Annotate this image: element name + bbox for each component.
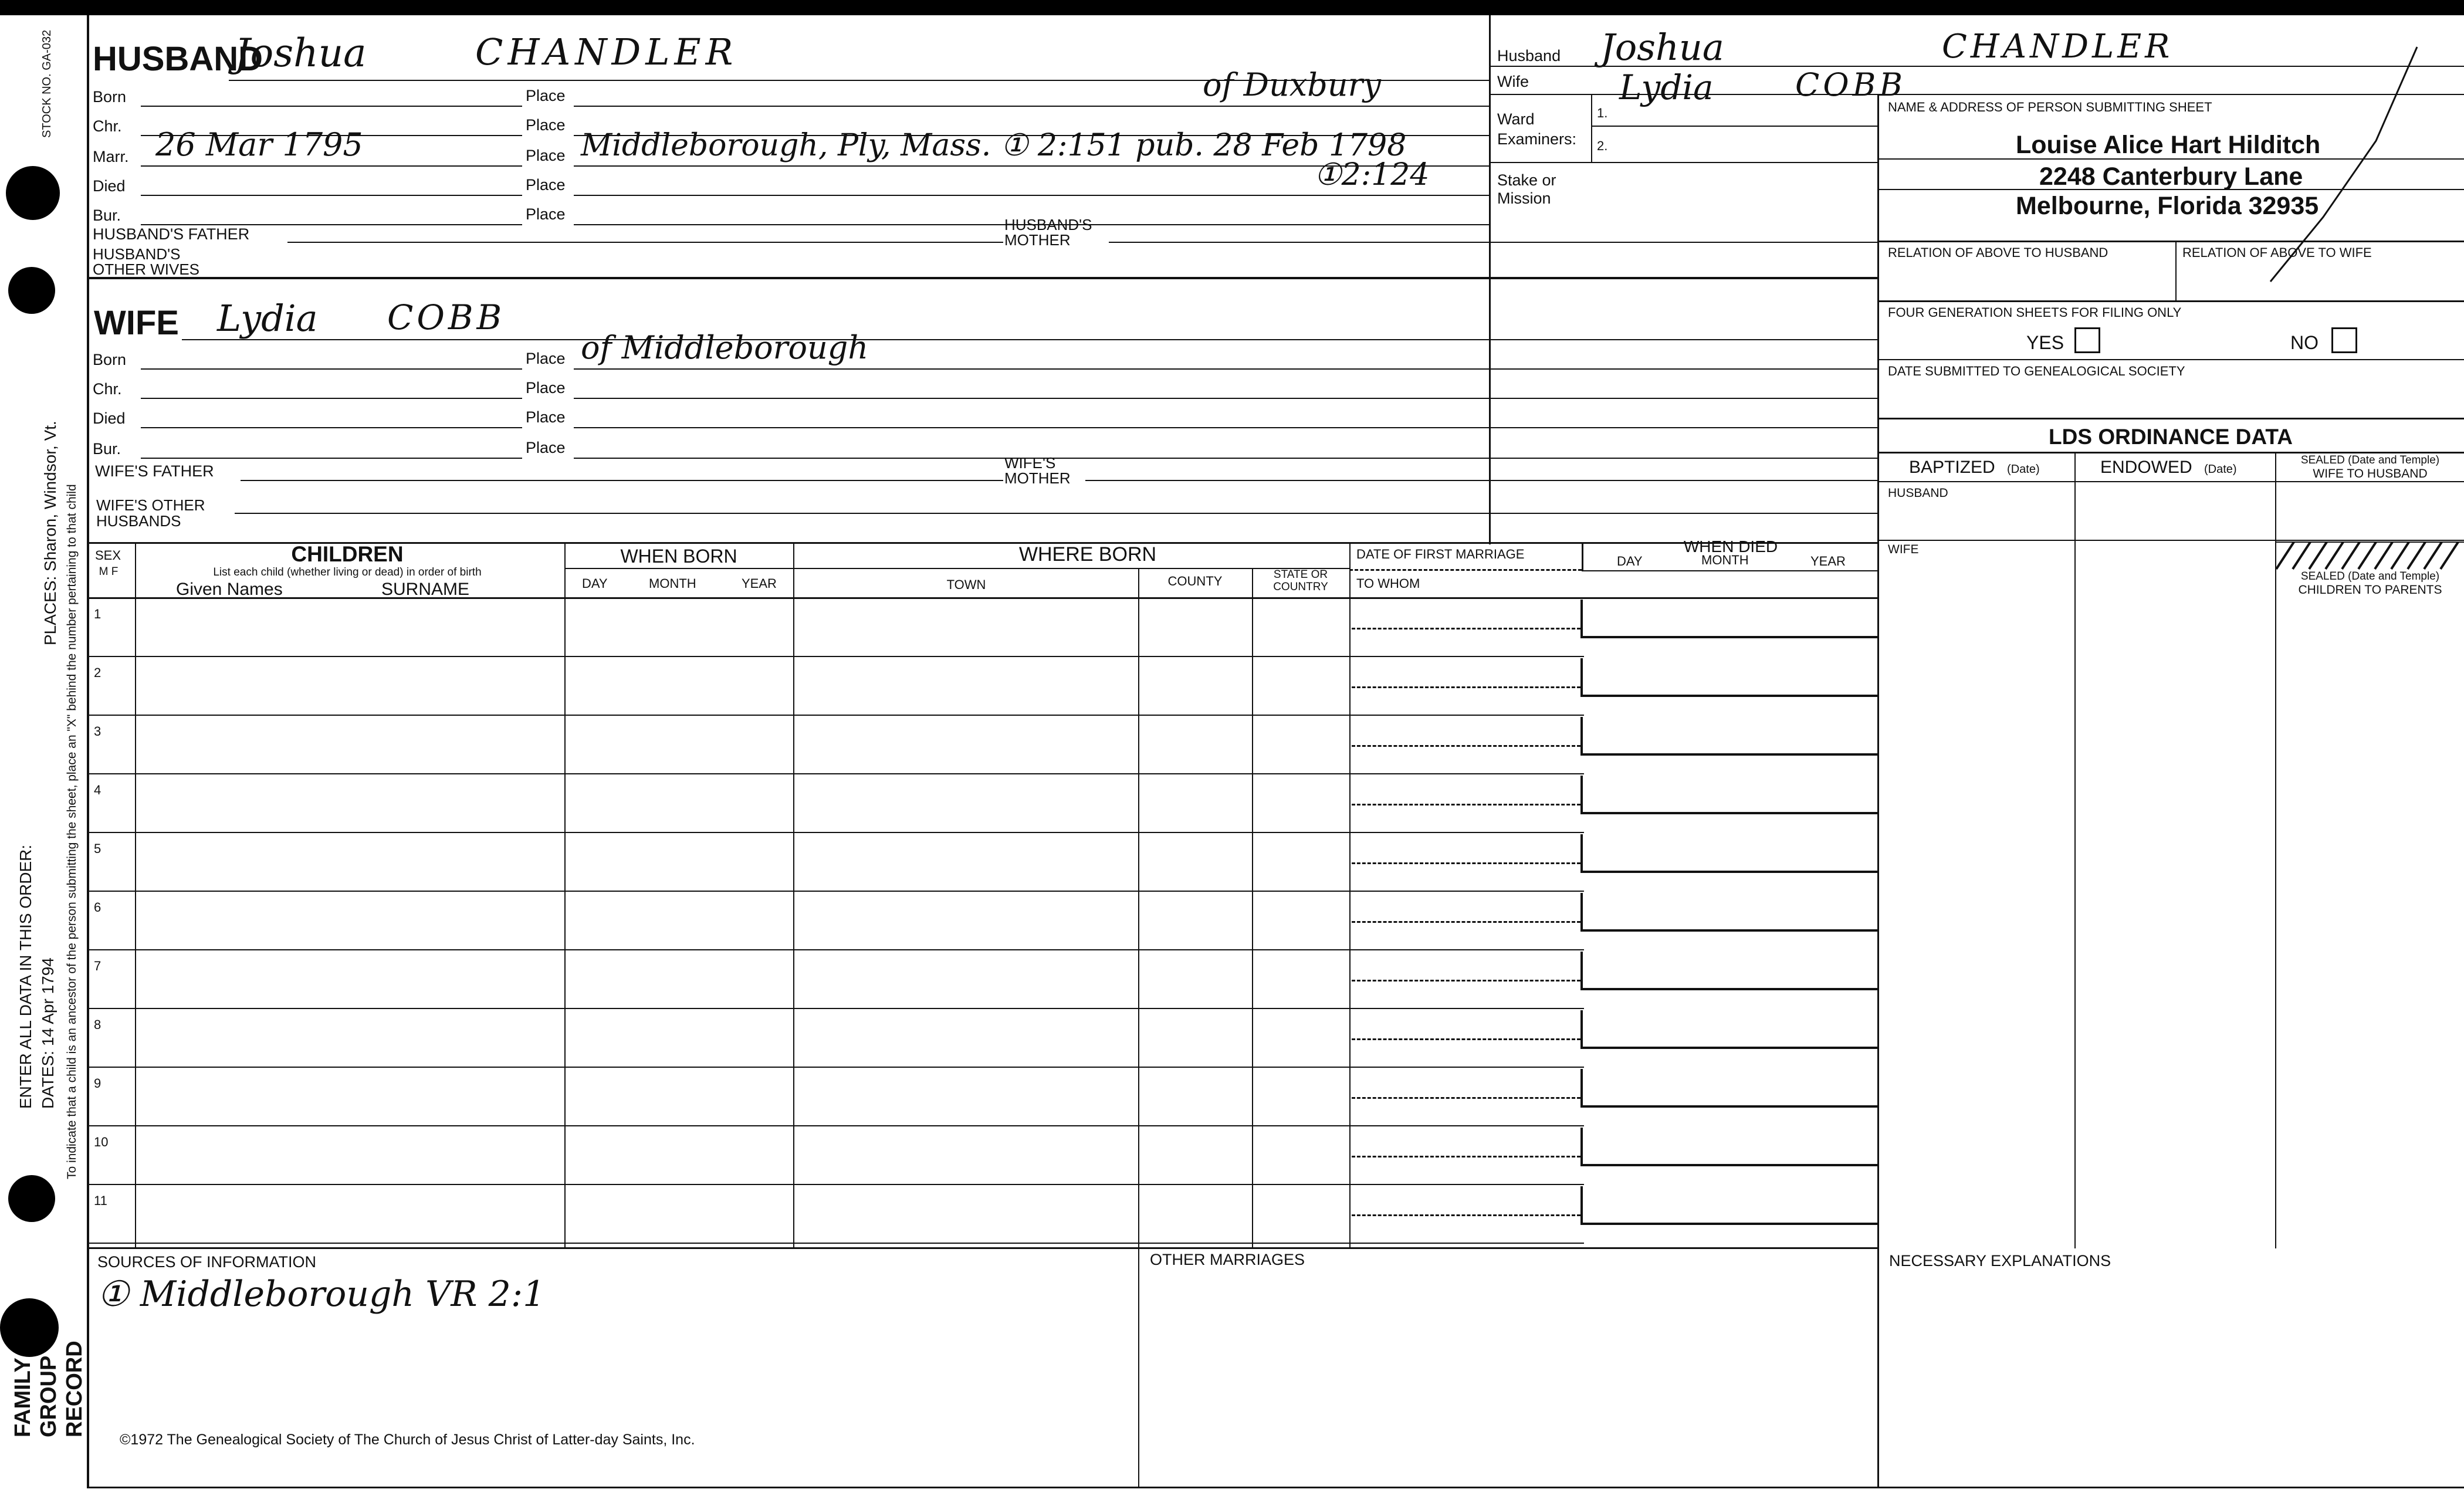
wife-father-line — [241, 480, 1003, 481]
husband-other-wives-label — [93, 246, 210, 277]
lds-sealed-children-line2: CHILDREN TO PARENTS — [2298, 583, 2442, 597]
child-row-line — [87, 1125, 1584, 1126]
husband-father-line — [287, 242, 1003, 243]
child-row-line — [87, 891, 1584, 892]
child-row-number: 4 — [94, 783, 101, 797]
born-month-header: MONTH — [649, 576, 696, 591]
submitter-label: NAME & ADDRESS OF PERSON SUBMITTING SHEET — [1888, 100, 2212, 114]
given-names-header: Given Names — [176, 580, 283, 599]
four-gen-yes-checkbox[interactable] — [2074, 327, 2100, 353]
child-marriage-dash — [1352, 745, 1580, 747]
child-death-bracket — [1580, 834, 1879, 873]
mf-header-text: M F — [99, 566, 119, 578]
husband-bur-place-label: Place — [526, 205, 566, 223]
wife-bur-place-label: Place — [526, 439, 566, 456]
relation-divider — [2175, 241, 2177, 302]
four-gen-label: FOUR GENERATION SHEETS FOR FILING ONLY — [1888, 305, 2182, 320]
husband-died-place-label: Place — [526, 176, 566, 194]
child-marriage-dash — [1352, 980, 1580, 981]
when-died-left-border — [1582, 542, 1583, 570]
wife-chr-label: Chr. — [93, 380, 122, 398]
date-submitted-bottom — [1877, 418, 2464, 419]
wife-bur-place-line — [574, 458, 1877, 459]
sources-text: ① Middleborough VR 2:1 — [97, 1274, 546, 1315]
state-header-line1: STATE OR — [1273, 568, 1328, 581]
husband-born-line — [141, 106, 522, 107]
child-marriage-dash — [1352, 921, 1580, 923]
wife-born-label: Born — [93, 351, 127, 368]
examiners-divider — [1591, 94, 1592, 162]
col-town-divider — [1138, 568, 1139, 1248]
husband-surname: CHANDLER — [475, 31, 738, 73]
husband-marr-line — [141, 165, 522, 167]
relation-wife-label: RELATION OF ABOVE TO WIFE — [2182, 245, 2372, 260]
state-header-line2: COUNTRY — [1273, 580, 1328, 593]
child-death-bracket — [1580, 893, 1879, 932]
lds-wife-label: WIFE — [1888, 543, 1919, 556]
lds-endowed-label — [2100, 459, 2237, 476]
lds-header-bottom — [1877, 481, 2464, 482]
husband-born-place: of Duxbury — [1203, 66, 1381, 103]
ancestor-instruction: To indicate that a child is an ancestor of the person submitting the sheet, place an "X" behind the number pertaining to that child — [65, 484, 79, 1179]
punch-hole — [8, 267, 55, 314]
wife-born-line — [141, 368, 522, 370]
stake-label — [1497, 171, 1573, 208]
sealed-hatch — [2276, 541, 2464, 570]
died-year-header: YEAR — [1810, 554, 1846, 568]
county-header: COUNTY — [1167, 574, 1223, 588]
enter-all-instruction: ENTER ALL DATA IN THIS ORDER: — [16, 844, 35, 1109]
wife-given-name: Lydia — [217, 297, 318, 340]
child-row-line — [87, 715, 1584, 716]
summary-husband-label: Husband — [1497, 47, 1561, 65]
submitter-street: 2248 Canterbury Lane — [2039, 163, 2303, 191]
four-gen-yes-label: YES — [2026, 332, 2064, 353]
four-gen-no-checkbox[interactable] — [2331, 327, 2357, 353]
husband-died-label: Died — [93, 177, 126, 195]
child-row-line — [87, 1008, 1584, 1009]
husband-other-wives-label-text: HUSBAND'S OTHER WIVES — [93, 245, 200, 278]
col-born-divider — [793, 542, 794, 1248]
lds-endowed-date: (Date) — [2204, 463, 2237, 476]
child-death-bracket — [1580, 952, 1879, 990]
summary-wife-label: Wife — [1497, 73, 1529, 90]
wife-born-place-line — [574, 368, 1877, 370]
child-death-bracket — [1580, 1010, 1879, 1049]
top-border — [0, 0, 2464, 15]
stock-number: STOCK NO. GA-032 — [40, 29, 53, 138]
wife-chr-place-line — [574, 398, 1877, 399]
child-row-number: 7 — [94, 959, 101, 973]
child-death-bracket — [1580, 658, 1879, 697]
summary-wife-given: Lydia — [1619, 67, 1714, 107]
husband-mother-label — [1004, 217, 1122, 248]
lds-baptized-label — [1909, 459, 2040, 476]
summary-wife-surname: COBB — [1795, 66, 1906, 103]
lds-title: LDS ORDINANCE DATA — [2049, 425, 2293, 449]
col-county-divider — [1252, 568, 1253, 1248]
to-whom-header: TO WHOM — [1356, 576, 1420, 591]
child-row-line — [87, 656, 1584, 657]
children-header: CHILDREN — [291, 542, 404, 566]
submitter-city: Melbourne, Florida 32935 — [2016, 192, 2319, 220]
other-marriages-divider — [1138, 1247, 1139, 1488]
wife-mother-label — [1004, 455, 1104, 486]
children-header-bottom — [87, 597, 1877, 599]
lds-col-divider-1 — [2074, 452, 2076, 1248]
husband-born-place-label: Place — [526, 87, 566, 104]
record-title-family: FAMILY — [11, 1358, 35, 1437]
examiner-1: 1. — [1597, 106, 1608, 120]
punch-hole — [0, 1298, 59, 1357]
places-instruction: PLACES: Sharon, Windsor, Vt. — [41, 421, 59, 645]
child-death-bracket — [1580, 1186, 1879, 1225]
child-row-line — [87, 832, 1584, 833]
punch-hole — [8, 1175, 55, 1222]
child-marriage-dash — [1352, 1156, 1580, 1157]
state-header — [1252, 569, 1349, 594]
child-row-number: 6 — [94, 900, 101, 915]
husband-born-label: Born — [93, 88, 127, 106]
when-born-header: WHEN BORN — [620, 546, 737, 567]
child-row-number: 1 — [94, 607, 101, 621]
submitter-name: Louise Alice Hart Hilditch — [2016, 131, 2321, 159]
born-day-header: DAY — [582, 576, 608, 591]
lds-sealed-wife-line2: WIFE TO HUSBAND — [2313, 466, 2428, 480]
town-header: TOWN — [946, 577, 986, 592]
wife-other-husbands-line — [235, 513, 1877, 514]
four-gen-no-label: NO — [2290, 332, 2319, 353]
husband-bur-label: Bur. — [93, 207, 121, 224]
examiner-2: 2. — [1597, 138, 1608, 153]
wife-other-husbands-label-text: WIFE'S OTHER HUSBANDS — [96, 496, 205, 530]
punch-hole — [6, 166, 60, 220]
wife-died-place-label: Place — [526, 408, 566, 426]
child-row-line — [87, 949, 1584, 950]
when-died-header: WHEN DIED — [1683, 537, 1778, 556]
col-state-divider — [1349, 542, 1351, 1248]
husband-mother-line — [1109, 242, 1877, 243]
ward-label: Ward — [1497, 110, 1535, 128]
wife-died-label: Died — [93, 409, 126, 427]
wife-heading: WIFE — [94, 304, 179, 342]
child-row-number: 5 — [94, 841, 101, 856]
wife-chr-place-label: Place — [526, 379, 566, 397]
summary-husband-surname: CHANDLER — [1942, 28, 2174, 66]
first-marriage-header: DATE OF FIRST MARRIAGE — [1356, 547, 1525, 561]
lds-title-bottom — [1877, 452, 2464, 453]
wife-died-place-line — [574, 427, 1877, 428]
surname-header: SURNAME — [381, 580, 470, 599]
wife-born-place-label: Place — [526, 350, 566, 367]
born-year-header: YEAR — [742, 576, 777, 591]
child-row-number: 2 — [94, 665, 101, 680]
children-table-bottom — [87, 1247, 1877, 1249]
child-marriage-dash — [1352, 686, 1580, 688]
examiner-1-line — [1591, 126, 1877, 127]
four-gen-bottom — [1877, 359, 2464, 360]
copyright: ©1972 The Genealogical Society of The Church of Jesus Christ of Latter-day Saints, Inc. — [120, 1431, 695, 1448]
when-born-underline — [564, 568, 793, 569]
child-row-line — [87, 1067, 1584, 1068]
where-born-header: WHERE BORN — [1018, 543, 1157, 566]
child-death-bracket — [1580, 717, 1879, 756]
husband-died-line — [141, 195, 522, 196]
sex-header: SEX — [95, 548, 121, 563]
wife-bur-label: Bur. — [93, 440, 121, 458]
lds-sealed-children-label — [2276, 570, 2464, 597]
wife-name-line — [182, 339, 1877, 340]
lds-baptized-date: (Date) — [2007, 463, 2040, 476]
explanations-label: NECESSARY EXPLANATIONS — [1889, 1252, 2111, 1270]
child-death-bracket — [1580, 1128, 1879, 1166]
child-row-number: 9 — [94, 1076, 101, 1091]
children-note: List each child (whether living or dead) in order of birth — [213, 566, 482, 578]
form-bottom — [87, 1487, 2464, 1488]
husband-marr-place-label: Place — [526, 147, 566, 164]
summary-husband-given: Joshua — [1600, 26, 1724, 69]
lds-husband-label: HUSBAND — [1888, 486, 1948, 500]
wife-other-husbands-label — [96, 497, 237, 530]
other-marriages-label: OTHER MARRIAGES — [1150, 1251, 1305, 1268]
date-submitted-label: DATE SUBMITTED TO GENEALOGICAL SOCIETY — [1888, 364, 2185, 378]
husband-mother-label-text: HUSBAND'S MOTHER — [1004, 216, 1092, 249]
relation-husband-label: RELATION OF ABOVE TO HUSBAND — [1888, 245, 2108, 260]
husband-father-label: HUSBAND'S FATHER — [93, 225, 250, 243]
child-row-number: 11 — [94, 1193, 107, 1208]
wife-surname: COBB — [387, 297, 506, 337]
husband-born-place-line — [574, 106, 1489, 107]
died-day-header: DAY — [1617, 554, 1643, 568]
wife-father-label: WIFE'S FATHER — [95, 462, 214, 480]
lds-sealed-wife-label — [2276, 454, 2464, 481]
record-title-record: RECORD — [62, 1341, 87, 1437]
child-marriage-dash — [1352, 1038, 1580, 1040]
lds-endowed-text: ENDOWED — [2100, 458, 2192, 477]
child-marriage-dash — [1352, 1214, 1580, 1216]
wife-born-place: of Middleborough — [581, 329, 869, 366]
col-sex-divider — [135, 542, 136, 1248]
wife-mother-line — [1085, 480, 1877, 481]
child-marriage-dash — [1352, 862, 1580, 864]
dates-instruction: DATES: 14 Apr 1794 — [39, 957, 57, 1109]
when-died-bottom — [1582, 570, 1877, 571]
child-row-number: 3 — [94, 724, 101, 739]
child-death-bracket — [1580, 776, 1879, 814]
relation-bottom — [1877, 300, 2464, 302]
child-row-number: 10 — [94, 1135, 109, 1149]
husband-died-place: ①2:124 — [1314, 157, 1430, 192]
lds-sealed-wife-line1: SEALED (Date and Temple) — [2300, 454, 2440, 466]
husband-heading: HUSBAND — [93, 40, 263, 78]
sources-label: SOURCES OF INFORMATION — [97, 1253, 317, 1271]
child-row-number: 8 — [94, 1017, 101, 1032]
husband-section-bottom — [87, 277, 1877, 279]
child-marriage-dash — [1352, 1097, 1580, 1099]
wife-mother-label-text: WIFE'S MOTHER — [1004, 454, 1071, 487]
husband-chr-place-label: Place — [526, 116, 566, 134]
mf-header — [96, 566, 121, 578]
examiner-2-line — [1490, 162, 1877, 163]
examiners-label: Examiners: — [1497, 130, 1577, 148]
husband-given-name: Joshua — [235, 31, 367, 76]
child-marriage-dash — [1352, 804, 1580, 805]
record-title-group: GROUP — [36, 1355, 61, 1437]
husband-marr-place: Middleborough, Ply, Mass. ① 2:151 pub. 28 Feb 1798 — [581, 128, 1407, 163]
child-marriage-dash — [1352, 628, 1580, 629]
child-row-line — [87, 773, 1584, 774]
stake-label-text: Stake or Mission — [1497, 171, 1556, 208]
died-month-header: MONTH — [1701, 553, 1749, 567]
husband-marr-label: Marr. — [93, 148, 129, 165]
child-death-bracket — [1580, 600, 1879, 638]
first-marriage-dash — [1349, 569, 1582, 571]
lds-baptized-text: BAPTIZED — [1909, 458, 1995, 477]
wife-bur-line — [141, 458, 522, 459]
col-name-divider — [564, 542, 566, 1248]
form-left-border — [87, 15, 89, 1488]
husband-marr-date: 26 Mar 1795 — [155, 126, 363, 163]
child-row-line — [87, 1184, 1584, 1185]
wife-died-line — [141, 427, 522, 428]
husband-died-place-line — [574, 195, 1489, 196]
child-row-line — [87, 1243, 1584, 1244]
child-death-bracket — [1580, 1069, 1879, 1108]
husband-chr-label: Chr. — [93, 117, 122, 135]
wife-chr-line — [141, 398, 522, 399]
lds-sealed-children-line1: SEALED (Date and Temple) — [2300, 570, 2440, 583]
